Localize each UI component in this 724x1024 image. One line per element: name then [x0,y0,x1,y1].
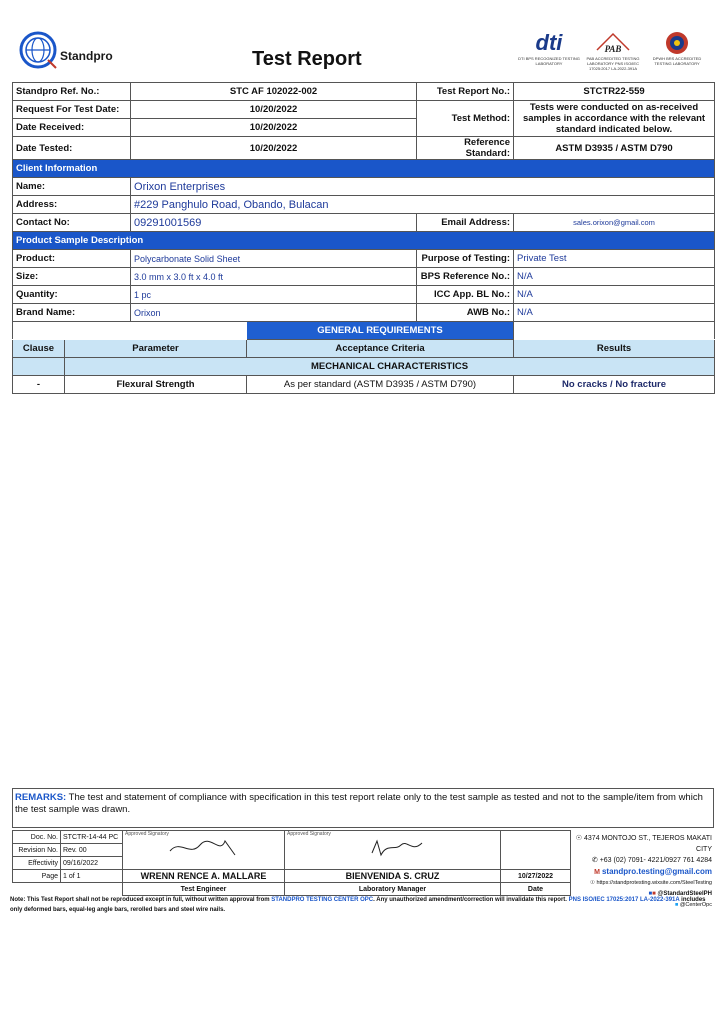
report-no-value: STCTR22-559 [514,83,715,101]
doc-no-value: STCTR-14-44 PC [61,831,123,844]
revision-label: Revision No. [13,844,61,857]
page-label: Page [13,870,61,883]
svg-text:PAB: PAB [604,44,622,54]
awb-value: N/A [514,304,715,322]
facebook-icon: ■ [648,891,653,897]
request-label: Request For Test Date: [13,101,131,119]
contact-facebook[interactable]: @StandardSteelPH [657,891,712,897]
brand-label: Brand Name: [13,304,131,322]
quantity-value: 1 pc [131,286,417,304]
remarks [12,788,714,828]
method-value: Tests were conducted on as-received samples in accordance with the relevant standard indicated below. [514,101,715,137]
email-line [572,866,712,878]
note-accreditation: PNS ISO/IEC 17025:2017 LA-2022-391A [568,897,680,903]
purpose-label: Purpose of Testing: [417,250,514,268]
dti-caption: DTI BPS RECOGNIZED TESTING LABORATORY [518,56,580,66]
tested-value: 10/20/2022 [131,137,417,160]
received-value: 10/20/2022 [131,119,417,137]
phone-line [572,855,712,866]
twitter-icon: ■ [674,902,680,908]
client-name-value: Orixon Enterprises [131,178,715,196]
client-email-value: sales.orixon@gmail.com [514,214,715,232]
ref-row [13,83,715,101]
client-address-label: Address: [13,196,131,214]
page-title: Test Report [252,48,362,70]
client-address-row [13,196,715,214]
brand-value: Orixon [131,304,417,322]
col-clause: Clause [13,340,65,358]
client-contact-label: Contact No: [13,214,131,232]
client-name-label: Name: [13,178,131,196]
footer-table [12,830,571,896]
globe-logo-icon [18,30,58,70]
revision-value: Rev. 00 [61,844,123,857]
effectivity-value: 09/16/2022 [61,857,123,870]
general-requirements-title: GENERAL REQUIREMENTS [247,322,514,340]
awb-label: AWB No.: [417,304,514,322]
col-parameter: Parameter [65,340,247,358]
dti-accreditation [518,30,580,66]
standard-label: Reference Standard: [417,137,514,160]
pab-logo [582,30,644,56]
note-company: STANDPRO TESTING CENTER OPC [271,897,374,903]
contact-twitter[interactable]: @CenterOpc [679,902,712,908]
report-table [12,82,715,394]
note-prefix: Note: This Test Report shall not be reproduced except in full, without written approval from [10,897,272,903]
signature-area-1 [123,831,285,870]
bps-label: BPS Reference No.: [417,268,514,286]
phone-icon: ✆ [591,857,600,864]
signer-1-role: Test Engineer [123,883,285,896]
website-line [572,878,712,889]
note-middle: . Any unauthorized amendment/correction will invalidate this report. [373,897,569,903]
bps-value: N/A [514,268,715,286]
report-no-label: Test Report No.: [417,83,514,101]
size-label: Size: [13,268,131,286]
row-results: No cracks / No fracture [514,376,715,394]
client-address-value: #229 Panghulo Road, Obando, Bulacan [131,196,715,214]
dpwh-logo [646,30,708,56]
client-name-row [13,178,715,196]
quantity-row [13,286,715,304]
col-criteria: Acceptance Criteria [247,340,514,358]
logo-text: Standpro [60,49,113,63]
client-section-title: Client Information [13,160,715,178]
signer-2-name: BIENVENIDA S. CRUZ [345,871,440,881]
signature-2-icon [367,837,427,859]
pab-seal-icon [593,30,633,56]
col-results: Results [514,340,715,358]
signer-1-name: WRENN RENCE A. MALLARE [140,871,267,881]
product-label: Product: [13,250,131,268]
dti-logo: dti [535,30,563,55]
signer-1-cell [123,870,285,883]
standpro-logo [18,30,138,70]
date-label: Date [501,883,571,896]
location-icon: ☉ [575,835,585,842]
contact-email[interactable]: standpro.testing@gmail.com [601,867,712,876]
approved-label-2: Approved Signatory [287,831,331,837]
brand-row [13,304,715,322]
request-row [13,101,715,119]
purpose-value: Private Test [514,250,715,268]
request-value: 10/20/2022 [131,101,417,119]
standard-value: ASTM D3935 / ASTM D790 [514,137,715,160]
size-value: 3.0 mm x 3.0 ft x 4.0 ft [131,268,417,286]
tested-label: Date Tested: [13,137,131,160]
contact-phone: +63 (02) 7091- 4221/0927 761 4284 [599,857,712,864]
dpwh-caption: DPWH BRS ACCREDITED TESTING LABORATORY [652,56,702,66]
ref-value: STC AF 102022-002 [131,83,417,101]
client-email-label: Email Address: [417,214,514,232]
effectivity-label: Effectivity [13,857,61,870]
mechanical-title: MECHANICAL CHARACTERISTICS [65,358,715,376]
icc-value: N/A [514,286,715,304]
icc-label: ICC App. BL No.: [417,286,514,304]
pab-accreditation [582,30,644,71]
contact-website[interactable]: https://standprotesting.wixsite.com/SteelTesting [596,880,712,886]
method-label: Test Method: [417,101,514,137]
report-date: 10/27/2022 [501,870,571,883]
signature-area-2 [285,831,501,870]
globe-icon: ☉ [589,880,597,886]
approved-label-1: Approved Signatory [125,831,169,837]
dpwh-gear-icon [664,30,690,56]
instagram-icon: ■ [652,891,658,897]
test-result-row [13,376,715,394]
report-header [12,22,712,78]
row-criteria: As per standard (ASTM D3935 / ASTM D790) [247,376,514,394]
received-label: Date Received: [13,119,131,137]
requirements-header-row [13,340,715,358]
ref-label: Standpro Ref. No.: [13,83,131,101]
row-clause: - [13,376,65,394]
product-section-title: Product Sample Description [13,232,715,250]
product-value: Polycarbonate Solid Sheet [131,250,417,268]
client-contact-row [13,214,715,232]
footer-note [10,895,710,915]
size-row [13,268,715,286]
tested-row [13,137,715,160]
contact-address: 4374 MONTOJO ST., TEJEROS MAKATI CITY [584,835,712,853]
doc-no-label: Doc. No. [13,831,61,844]
product-row [13,250,715,268]
page-value: 1 of 1 [61,870,123,883]
note-suffix: includes only deformed bars, equal-leg angle bars, rerolled bars and steel wire nails. [10,897,706,913]
signer-2-role: Laboratory Manager [285,883,501,896]
client-contact-value: 09291001569 [131,214,417,232]
dpwh-accreditation [646,30,708,66]
signature-1-icon [165,837,245,859]
remarks-text: The test and statement of compliance with specification in this test report relate only to the test sample as tested and not to the sample/item from which the test sample was drawn. [15,792,703,815]
address-line [572,833,712,855]
signer-2-cell [285,870,501,883]
pab-caption: PAB ACCREDITED TESTING LABORATORY PNS ISO/IEC 17025:2017 LA-2022-391A [586,56,640,71]
row-parameter: Flexural Strength [65,376,247,394]
quantity-label: Quantity: [13,286,131,304]
remarks-label: REMARKS: [15,792,67,803]
mail-icon: M [594,869,602,876]
